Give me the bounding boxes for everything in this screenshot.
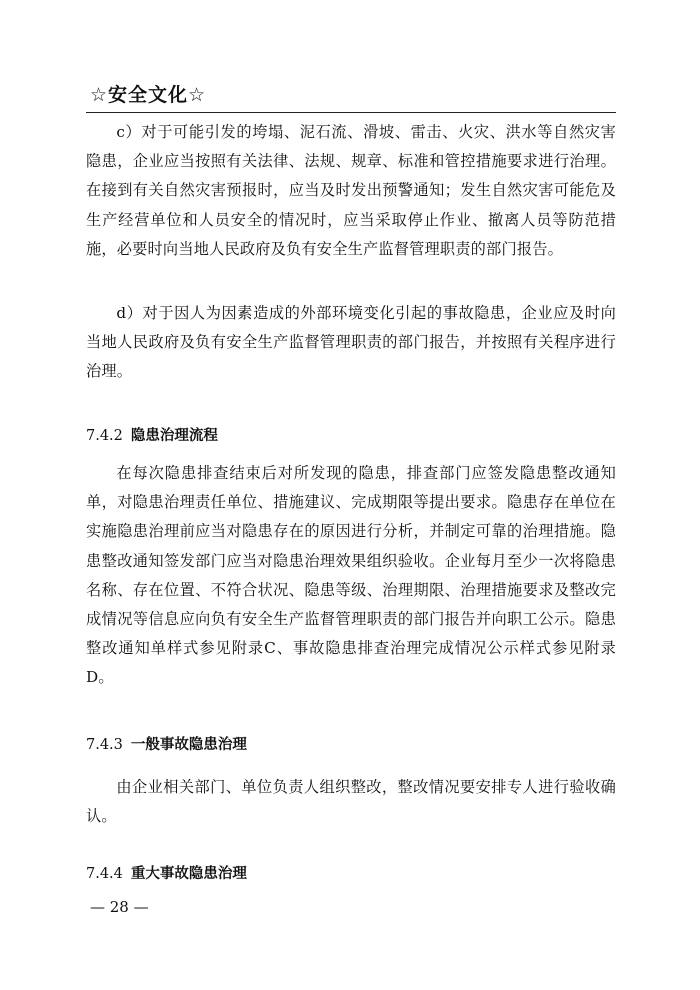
- paragraph-c: c）对于可能引发的垮塌、泥石流、滑坡、雷击、火灾、洪水等自然灾害隐患，企业应当按照有关法律、法规、规章、标准和管控措施要求进行治理。在接到有关自然灾害预报时，应当及时发出预警通知；发生自然灾害可能危及生产经营单位和人员安全的情况时，应当采取停止作业、撤离人员等防范措施，必要时向当地人民政府及负有安全生产监督管理职责的部门报告。: [86, 123, 616, 258]
- section-title: 隐患治理流程: [130, 428, 218, 444]
- section-heading-7-4-3: [86, 733, 247, 754]
- section-heading-7-4-4: [86, 862, 247, 883]
- section-number: 7.4.3: [86, 737, 123, 753]
- header-divider: [86, 112, 616, 113]
- paragraph-7-4-2: 在每次隐患排查结束后对所发现的隐患，排查部门应签发隐患整改通知单，对隐患治理责任单位、措施建议、完成期限等提出要求。隐患存在单位在实施隐患治理前应当对隐患存在的原因进行分析，并制定可靠的治理措施。隐患整改通知签发部门应当对隐患治理效果组织验收。企业每月至少一次将隐患名称、存在位置、不符合状况、隐患等级、治理期限、治理措施要求及整改完成情况等信息应向负有安全生产监督管理职责的部门报告并向职工公示。隐患整改通知单样式参见附录C、事故隐患排查治理完成情况公示样式参见附录D。: [86, 464, 616, 687]
- section-number: 7.4.4: [86, 866, 123, 882]
- page-number: — 28 —: [90, 898, 149, 916]
- section-title: 一般事故隐患治理: [130, 737, 247, 753]
- section-number: 7.4.2: [86, 428, 123, 444]
- section-title: 重大事故隐患治理: [130, 866, 247, 882]
- paragraph-d: d）对于因人为因素造成的外部环境变化引起的事故隐患，企业应及时向当地人民政府及负有安全生产监督管理职责的部门报告，并按照有关程序进行治理。: [86, 304, 616, 381]
- page-header-title: ☆安全文化☆: [90, 84, 207, 106]
- paragraph-7-4-3: 由企业相关部门、单位负责人组织整改，整改情况要安排专人进行验收确认。: [86, 778, 616, 826]
- section-heading-7-4-2: [86, 424, 218, 445]
